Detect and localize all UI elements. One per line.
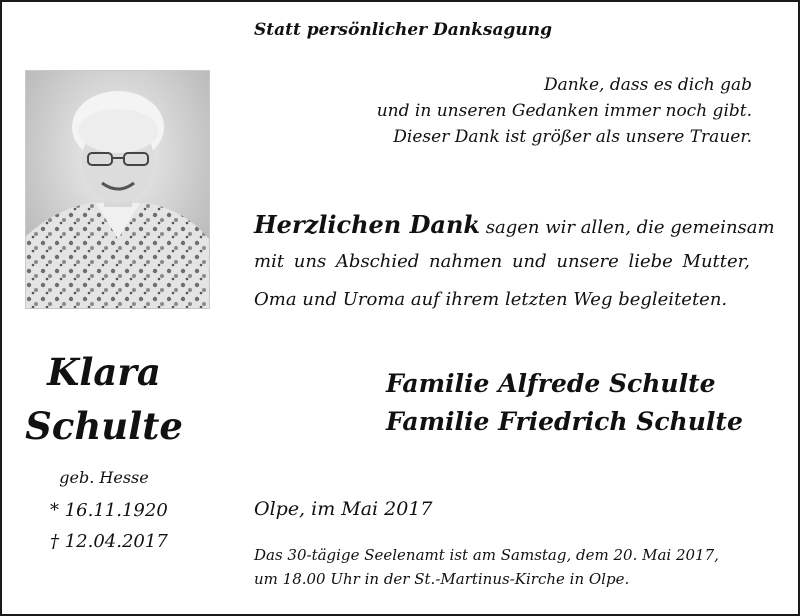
deceased-last-name: Schulte <box>25 404 183 448</box>
quote-line-3: Dieser Dank ist größer als unsere Trauer. <box>393 127 752 147</box>
mass-note-line-1: Das 30-tägige Seelenamt ist am Samstag, dem 20. Mai 2017, <box>254 546 719 564</box>
notice-heading: Statt persönlicher Danksagung <box>254 20 552 40</box>
mass-note-line-2: um 18.00 Uhr in der St.-Martinus-Kirche in Olpe. <box>254 570 630 588</box>
death-date: † 12.04.2017 <box>50 531 168 552</box>
place-date: Olpe, im Mai 2017 <box>254 498 433 520</box>
quote-line-2: und in unseren Gedanken immer noch gibt. <box>376 101 752 121</box>
thanks-line-1 <box>254 210 775 239</box>
portrait-photo <box>25 70 210 309</box>
deceased-birth-name: geb. Hesse <box>59 468 149 487</box>
birth-date: * 16.11.1920 <box>50 500 168 521</box>
thanks-line-3: Oma und Uroma auf ihrem letzten Weg begleiteten. <box>254 289 728 310</box>
thanks-line-1-rest: sagen wir allen, die gemeinsam <box>480 217 775 238</box>
family-line-2: Familie Friedrich Schulte <box>386 407 743 436</box>
deceased-first-name: Klara <box>47 350 161 394</box>
family-line-1: Familie Alfrede Schulte <box>386 369 716 398</box>
thanks-line-2: mit uns Abschied nahmen und unsere liebe Mutter, <box>254 251 750 272</box>
quote-line-1: Danke, dass es dich gab <box>543 75 752 95</box>
portrait-illustration <box>26 71 209 308</box>
thanks-bold-phrase: Herzlichen Dank <box>254 210 481 239</box>
